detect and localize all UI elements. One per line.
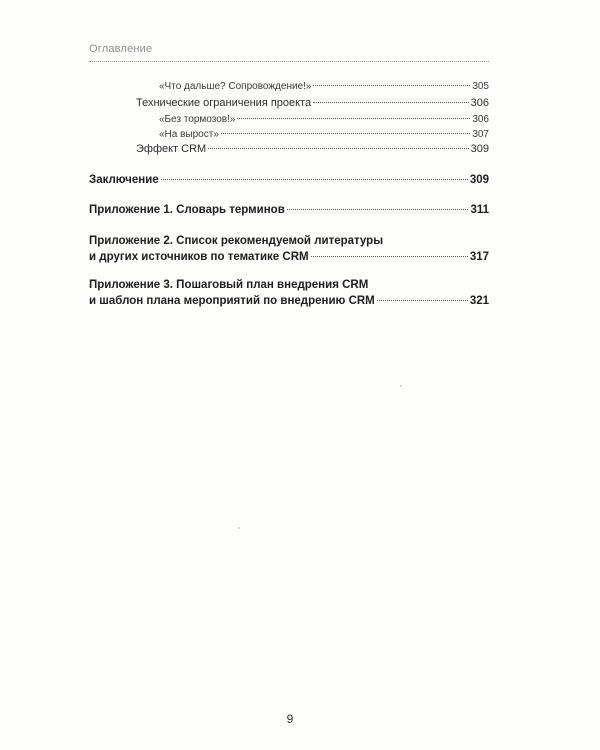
dot-leader — [237, 118, 470, 119]
toc-entry[interactable] — [159, 114, 489, 125]
toc-entry-page: 311 — [470, 204, 489, 216]
running-header: Оглавление — [89, 43, 153, 55]
dot-leader — [287, 209, 469, 210]
toc-entry[interactable] — [159, 129, 489, 140]
toc-entry-label: Технические ограничения проекта — [136, 97, 312, 109]
toc-entry[interactable] — [136, 97, 489, 109]
toc-entry-label-line2: и других источников по тематике CRM — [89, 251, 309, 263]
toc-entry-appendix-1[interactable] — [89, 204, 489, 216]
dot-leader — [313, 102, 469, 103]
dot-leader — [313, 85, 470, 86]
toc-entry-page: 305 — [472, 81, 489, 92]
toc-entry-page: 306 — [472, 114, 489, 125]
dot-leader — [311, 256, 468, 257]
toc-entry-page: 321 — [469, 295, 489, 307]
dot-leader — [208, 148, 468, 149]
toc-entry-label: Приложение 1. Словарь терминов — [89, 204, 285, 216]
toc-entry[interactable] — [159, 81, 489, 92]
toc-entry-page: 309 — [470, 143, 489, 155]
toc-entry[interactable] — [136, 143, 489, 155]
toc-entry-label: «Что дальше? Сопровождение!» — [159, 81, 312, 92]
toc-entry-label-line1: Приложение 2. Список рекомендуемой литературы — [89, 235, 384, 247]
toc-entry-conclusion[interactable] — [89, 174, 489, 186]
dot-leader — [161, 179, 468, 180]
header-divider — [89, 61, 489, 62]
paper-speck — [238, 527, 240, 529]
page-number: 9 — [286, 712, 294, 726]
toc-entry-label: Заключение — [89, 174, 159, 186]
toc-entry-page: 306 — [470, 97, 489, 109]
toc-entry-label-line2: и шаблон плана мероприятий по внедрению CRM — [89, 295, 375, 307]
toc-entry-label: «На вырост» — [159, 129, 219, 140]
toc-entry-appendix-2[interactable] — [89, 233, 489, 265]
paper-speck — [400, 385, 402, 387]
dot-leader — [221, 133, 470, 134]
toc-entry-label-line1: Приложение 3. Пошаговый план внедрения CRM — [89, 279, 369, 291]
toc-entry-page: 317 — [469, 251, 489, 263]
toc-entry-page: 307 — [472, 129, 489, 140]
toc-entry-appendix-3[interactable] — [89, 277, 489, 309]
toc-entry-label: Эффект CRM — [136, 143, 207, 155]
toc-entry-page: 309 — [469, 174, 489, 186]
toc-entry-label: «Без тормозов!» — [159, 114, 236, 125]
dot-leader — [377, 300, 468, 301]
